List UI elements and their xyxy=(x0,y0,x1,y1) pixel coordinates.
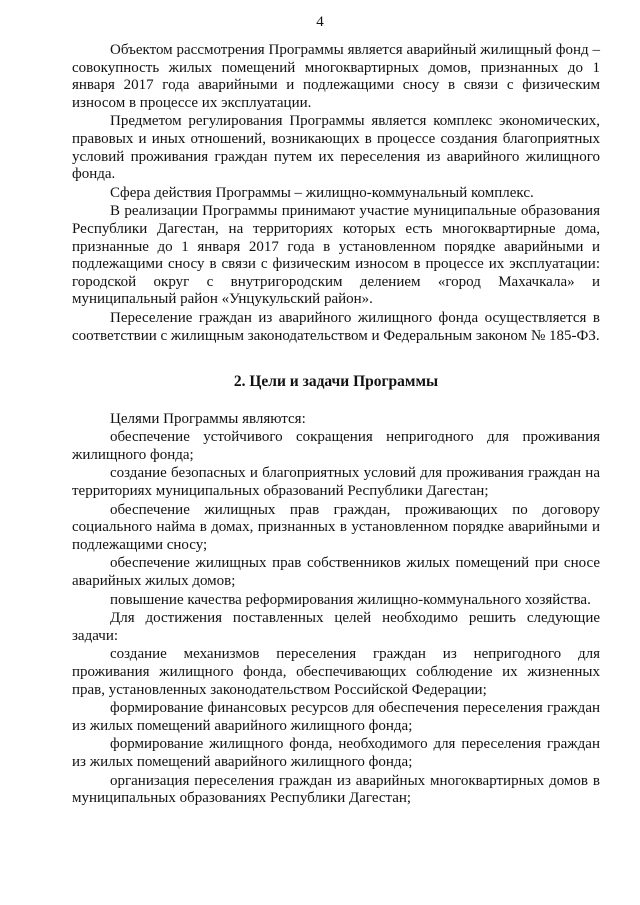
paragraph: Объектом рассмотрения Программы является аварийный жилищный фонд – совокупность жилых помещений многоквартирных домов, признанных до 1 января 2017 года аварийными и подлежащими сносу в связи с физическим износом в процессе их эксплуатации. xyxy=(72,42,600,111)
paragraph: Сфера действия Программы – жилищно-коммунальный комплекс. xyxy=(110,184,534,201)
paragraph: создание безопасных и благоприятных условий для проживания граждан на территориях муниципальных образований Республики Дагестан; xyxy=(72,465,600,500)
paragraph: обеспечение жилищных прав граждан, проживающих по договору социального найма в домах, признанных в установленном порядке аварийными и подлежащими сносу; xyxy=(72,501,600,553)
section-2-title: 2. Цели и задачи Программы xyxy=(233,373,439,391)
paragraph: Предметом регулирования Программы является комплекс экономических, правовых и иных отношений, возникающих в процессе создания благоприятных условий проживания граждан путем их переселения из аварийного жилищного фонда. xyxy=(72,113,600,183)
paragraph: повышение качества реформирования жилищно-коммунального хозяйства. xyxy=(110,591,591,608)
paragraph: Для достижения поставленных целей необходимо решить следующие задачи: xyxy=(72,610,600,644)
paragraph: Переселение граждан из аварийного жилищного фонда осуществляется в соответствии с жилищным законодательством и Федеральным законом № 185-ФЗ. xyxy=(72,309,600,344)
paragraph: обеспечение устойчивого сокращения непригодного для проживания жилищного фонда; xyxy=(72,429,600,463)
paragraph: организация переселения граждан из аварийных многоквартирных домов в муниципальных образованиях Республики Дагестан; xyxy=(72,772,600,807)
page-number: 4 xyxy=(316,14,324,30)
paragraph: В реализации Программы принимают участие муниципальные образования Республики Дагестан, на территориях которых есть многоквартирные дома, признанные до 1 января 2017 года в установленном порядке аварийными и подлежащими сносу в связи с физическим износом в процессе их эксплуатации: городской округ с внутригородским делением «город Махачкала» и муниципальный район «Унцукульский район». xyxy=(72,203,600,308)
section-1 xyxy=(72,42,600,345)
paragraph: формирование жилищного фонда, необходимого для переселения граждан из жилых помещений аварийного жилищного фонда; xyxy=(72,736,600,770)
paragraph: обеспечение жилищных прав собственников жилых помещений при сносе аварийных жилых домов; xyxy=(72,555,600,590)
paragraph: создание механизмов переселения граждан из непригодного для проживания жилищного фонда, обеспечивающих соблюдение их жизненных прав, установленных законодательством Российской Федерации; xyxy=(72,646,600,698)
section-2 xyxy=(72,411,600,808)
paragraph: формирование финансовых ресурсов для обеспечения переселения граждан из жилых помещений аварийного жилищного фонда; xyxy=(72,700,600,734)
paragraph: Целями Программы являются: xyxy=(110,410,306,427)
document-body xyxy=(72,42,600,808)
